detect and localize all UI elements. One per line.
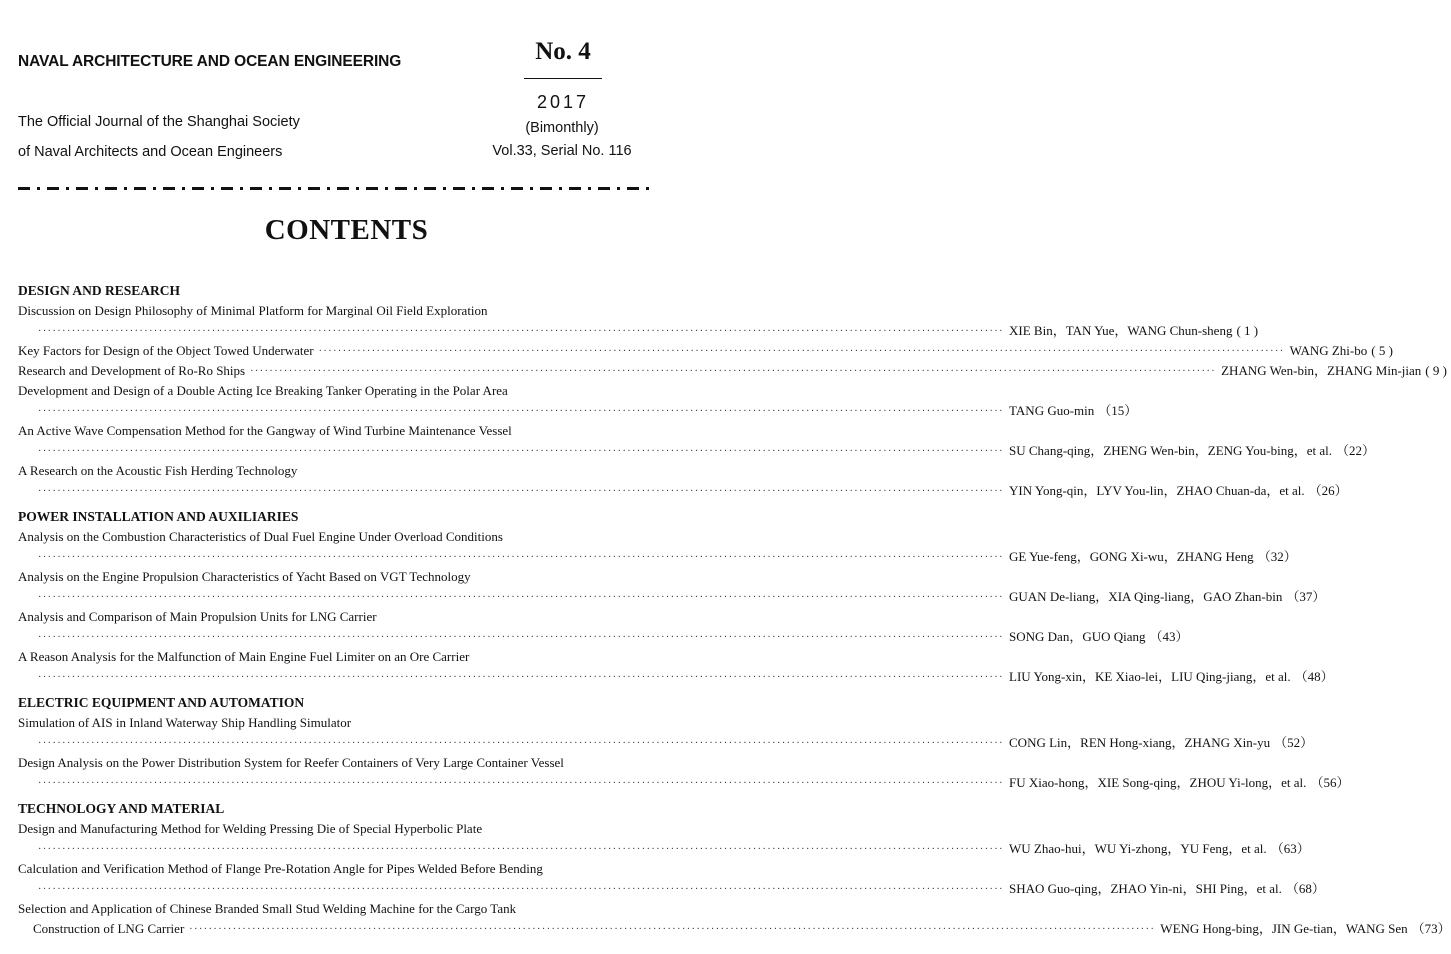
article-authors: SONG Dan，GUO Qiang	[1009, 629, 1146, 644]
article-title: Analysis on the Engine Propulsion Characteristics of Yacht Based on VGT Technology	[18, 569, 471, 584]
toc-entry[interactable]	[18, 819, 1310, 859]
article-authors: XIE Bin，TAN Yue，WANG Chun-sheng	[1009, 323, 1233, 338]
toc-entry[interactable]	[18, 607, 1189, 647]
section-heading: POWER INSTALLATION AND AUXILIARIES	[18, 509, 299, 524]
article-title: Analysis on the Combustion Characteristics of Dual Fuel Engine Under Overload Conditions	[18, 529, 503, 544]
article-page: （63）	[1270, 841, 1310, 856]
dot-leader: ········································································································································································································	[38, 486, 1005, 497]
article-authors: YIN Yong-qin，LYV You-lin，ZHAO Chuan-da，et al.	[1009, 483, 1305, 498]
dot-leader: ········································································································································································································	[38, 884, 1005, 895]
dot-leader: ········································································································································································································	[189, 924, 1156, 935]
header-divider	[18, 187, 652, 190]
dot-leader: ········································································································································································································	[38, 738, 1005, 749]
article-authors: LIU Yong-xin，KE Xiao-lei，LIU Qing-jiang，et al.	[1009, 669, 1291, 684]
article-page: ( 5 )	[1371, 343, 1393, 358]
article-title: Design Analysis on the Power Distribution System for Reefer Containers of Very Large Container Vessel	[18, 755, 564, 770]
article-authors: WENG Hong-bing，JIN Ge-tian，WANG Sen	[1160, 921, 1408, 936]
article-title: Calculation and Verification Method of Flange Pre-Rotation Angle for Pipes Welded Before Bending	[18, 861, 543, 876]
article-title: Simulation of AIS in Inland Waterway Ship Handling Simulator	[18, 715, 352, 730]
toc-entry[interactable]	[18, 899, 1451, 939]
article-authors: WU Zhao-hui，WU Yi-zhong，YU Feng，et al.	[1009, 841, 1267, 856]
article-page: （68）	[1285, 881, 1325, 896]
article-authors: CONG Lin，REN Hong-xiang，ZHANG Xin-yu	[1009, 735, 1271, 750]
article-authors: GE Yue-feng，GONG Xi-wu，ZHANG Heng	[1009, 549, 1254, 564]
article-page: （26）	[1308, 483, 1348, 498]
dot-leader: ········································································································································································································	[38, 592, 1005, 603]
article-title: An Active Wave Compensation Method for the Gangway of Wind Turbine Maintenance Vessel	[18, 423, 512, 438]
toc-entry[interactable]	[18, 567, 1326, 607]
article-page: （22）	[1335, 443, 1375, 458]
journal-subtitle-line-2: of Naval Architects and Ocean Engineers	[18, 144, 283, 160]
toc-entry[interactable]	[18, 753, 1350, 793]
article-title: Analysis and Comparison of Main Propulsion Units for LNG Carrier	[18, 609, 377, 624]
dot-leader: ········································································································································································································	[38, 552, 1005, 563]
article-title-continued: Construction of LNG Carrier	[33, 921, 185, 936]
toc-entry[interactable]	[18, 301, 1259, 341]
issue-number-underline	[524, 78, 602, 79]
dot-leader: ········································································································································································································	[38, 406, 1005, 417]
article-title: Key Factors for Design of the Object Towed Underwater	[18, 343, 314, 358]
toc-entry[interactable]	[18, 859, 1325, 899]
dot-leader: ········································································································································································································	[318, 346, 1285, 357]
article-page: （48）	[1294, 669, 1334, 684]
toc-entry[interactable]	[18, 647, 1334, 687]
article-authors: ZHANG Wen-bin，ZHANG Min-jian	[1221, 363, 1422, 378]
dot-leader: ········································································································································································································	[38, 632, 1005, 643]
article-page: （15）	[1098, 403, 1138, 418]
toc-entry[interactable]	[18, 461, 1348, 501]
section-heading: TECHNOLOGY AND MATERIAL	[18, 801, 225, 816]
issue-year: 2017	[536, 92, 590, 112]
dot-leader: ········································································································································································································	[38, 844, 1005, 855]
dot-leader: ········································································································································································································	[38, 672, 1005, 683]
section-heading: DESIGN AND RESEARCH	[18, 283, 181, 298]
article-title: Selection and Application of Chinese Branded Small Stud Welding Machine for the Cargo Tank	[18, 901, 517, 916]
article-page: ( 9 )	[1425, 363, 1447, 378]
article-title: Discussion on Design Philosophy of Minimal Platform for Marginal Oil Field Exploration	[18, 303, 488, 318]
dot-leader: ········································································································································································································	[38, 446, 1005, 457]
article-authors: SHAO Guo-qing，ZHAO Yin-ni，SHI Ping，et al.	[1009, 881, 1282, 896]
toc-entry[interactable]	[18, 341, 1393, 361]
article-page: （43）	[1149, 629, 1189, 644]
dot-leader: ········································································································································································································	[38, 778, 1005, 789]
toc-entry[interactable]	[18, 713, 1314, 753]
article-page: （56）	[1310, 775, 1350, 790]
article-title: A Reason Analysis for the Malfunction of Main Engine Fuel Limiter on an Ore Carrier	[18, 649, 470, 664]
article-authors: WANG Zhi-bo	[1289, 343, 1368, 358]
toc-entry[interactable]	[18, 361, 1447, 381]
article-title: A Research on the Acoustic Fish Herding Technology	[18, 463, 298, 478]
article-authors: SU Chang-qing，ZHENG Wen-bin，ZENG You-bing，et al.	[1009, 443, 1332, 458]
article-page: （52）	[1274, 735, 1314, 750]
article-authors: GUAN De-liang，XIA Qing-liang，GAO Zhan-bin	[1009, 589, 1283, 604]
toc-entry[interactable]	[18, 421, 1375, 461]
article-title: Design and Manufacturing Method for Welding Pressing Die of Special Hyperbolic Plate	[18, 821, 483, 836]
contents-heading: CONTENTS	[264, 214, 429, 246]
section-heading: ELECTRIC EQUIPMENT AND AUTOMATION	[18, 695, 305, 710]
publication-frequency: (Bimonthly)	[525, 120, 599, 136]
volume-serial: Vol.33, Serial No. 116	[492, 143, 632, 159]
article-page: （32）	[1257, 549, 1297, 564]
article-title: Research and Development of Ro-Ro Ships	[18, 363, 246, 378]
article-page: （37）	[1286, 589, 1326, 604]
dot-leader: ········································································································································································································	[38, 326, 1005, 337]
article-authors: FU Xiao-hong，XIE Song-qing，ZHOU Yi-long，et al.	[1009, 775, 1307, 790]
article-authors: TANG Guo-min	[1009, 403, 1095, 418]
dot-leader: ········································································································································································································	[250, 366, 1217, 377]
toc-entry[interactable]	[18, 527, 1297, 567]
toc-entry[interactable]	[18, 381, 1138, 421]
table-of-contents	[18, 281, 1451, 939]
issue-number: No. 4	[535, 38, 591, 65]
journal-title: NAVAL ARCHITECTURE AND OCEAN ENGINEERING	[18, 53, 402, 70]
article-title: Development and Design of a Double Acting Ice Breaking Tanker Operating in the Polar Area	[18, 383, 508, 398]
journal-subtitle-line-1: The Official Journal of the Shanghai Society	[18, 114, 300, 130]
article-page: ( 1 )	[1236, 323, 1259, 338]
article-page: （73）	[1411, 921, 1451, 936]
